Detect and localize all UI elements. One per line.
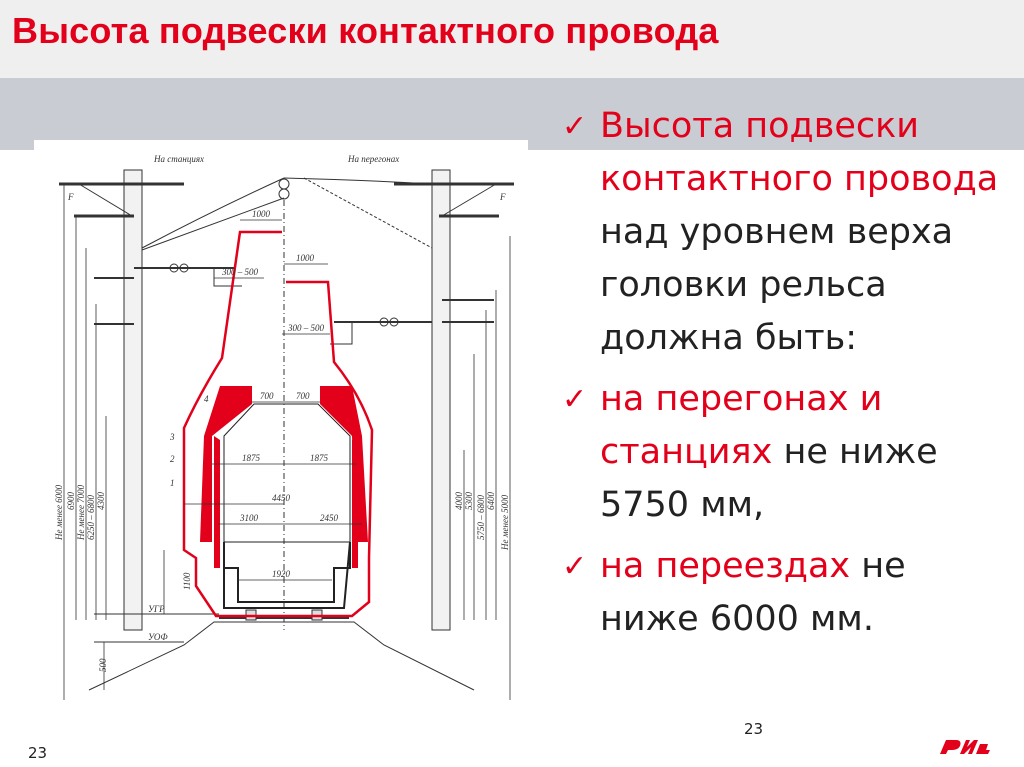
dim-1100: 1100 bbox=[182, 572, 192, 590]
level-uof: УОФ bbox=[148, 632, 168, 642]
catenary-diagram bbox=[34, 140, 528, 712]
label-on-hauls: На перегонах bbox=[348, 154, 400, 164]
right-height-3: 5750 – 6800 bbox=[476, 495, 486, 540]
left-height-1: Не менее 6000 bbox=[54, 484, 64, 540]
bullet-item bbox=[560, 540, 1010, 646]
marker-3: 3 bbox=[170, 432, 175, 442]
marker-4: 4 bbox=[204, 394, 209, 404]
bullet-2-highlight: на перегонах и станциях bbox=[600, 379, 883, 472]
checkmark-icon: ✓ bbox=[562, 109, 588, 144]
right-height-5: Не менее 5000 bbox=[500, 494, 510, 550]
dim-1875-b: 1875 bbox=[310, 453, 328, 463]
marker-2: 2 bbox=[170, 454, 175, 464]
left-height-3: Не менее 7000 bbox=[76, 484, 86, 540]
bullet-2-rest: не ниже 5750 мм, bbox=[600, 432, 938, 525]
dim-1920: 1920 bbox=[272, 569, 290, 579]
right-height-4: 6400 bbox=[486, 492, 496, 510]
left-height-5: 4300 bbox=[96, 492, 106, 510]
dim-500: 500 bbox=[98, 658, 108, 672]
diagram-svg bbox=[34, 140, 528, 712]
dim-1000-b: 1000 bbox=[296, 253, 314, 263]
rzd-logo bbox=[936, 736, 992, 762]
structure-gauge bbox=[184, 232, 372, 616]
dim-3100: 3100 bbox=[240, 513, 258, 523]
bullet-1-rest: над уровнем верха головки рельса должна быть: bbox=[600, 212, 954, 358]
left-height-4: 6250 – 6800 bbox=[86, 495, 96, 540]
dim-300-a: 300 – 500 bbox=[222, 267, 258, 277]
bullet-list bbox=[560, 100, 1010, 654]
dim-1000-a: 1000 bbox=[252, 209, 270, 219]
label-on-stations: На станциях bbox=[154, 154, 204, 164]
dim-1875-a: 1875 bbox=[242, 453, 260, 463]
right-pole bbox=[432, 170, 450, 630]
bullet-item bbox=[560, 373, 1010, 532]
letter-f-left: F bbox=[68, 192, 74, 202]
checkmark-icon: ✓ bbox=[562, 549, 588, 584]
bullet-item bbox=[560, 100, 1010, 365]
bullet-1-highlight: Высота подвески контактного провода bbox=[600, 106, 999, 199]
slide-title: Высота подвески контактного провода bbox=[12, 10, 719, 51]
dim-2450: 2450 bbox=[320, 513, 338, 523]
right-height-2: 5300 bbox=[464, 492, 474, 510]
marker-1: 1 bbox=[170, 478, 175, 488]
page-number-corner: 23 bbox=[28, 744, 48, 762]
rzd-logo-icon bbox=[936, 736, 992, 758]
letter-f-right: F bbox=[500, 192, 506, 202]
left-height-2: 6900 bbox=[66, 492, 76, 510]
level-utr: УГР bbox=[148, 604, 165, 614]
page-number-center: 23 bbox=[744, 720, 764, 738]
dim-700-b: 700 bbox=[296, 391, 310, 401]
left-pole bbox=[124, 170, 142, 630]
bullet-3-highlight: на переездах bbox=[600, 546, 851, 586]
dim-4450: 4450 bbox=[272, 493, 290, 503]
bullet-3-rest: не ниже 6000 мм. bbox=[600, 546, 906, 639]
dim-700-a: 700 bbox=[260, 391, 274, 401]
right-height-1: 4000 bbox=[454, 492, 464, 510]
checkmark-icon: ✓ bbox=[562, 382, 588, 417]
dim-300-b: 300 – 500 bbox=[288, 323, 324, 333]
